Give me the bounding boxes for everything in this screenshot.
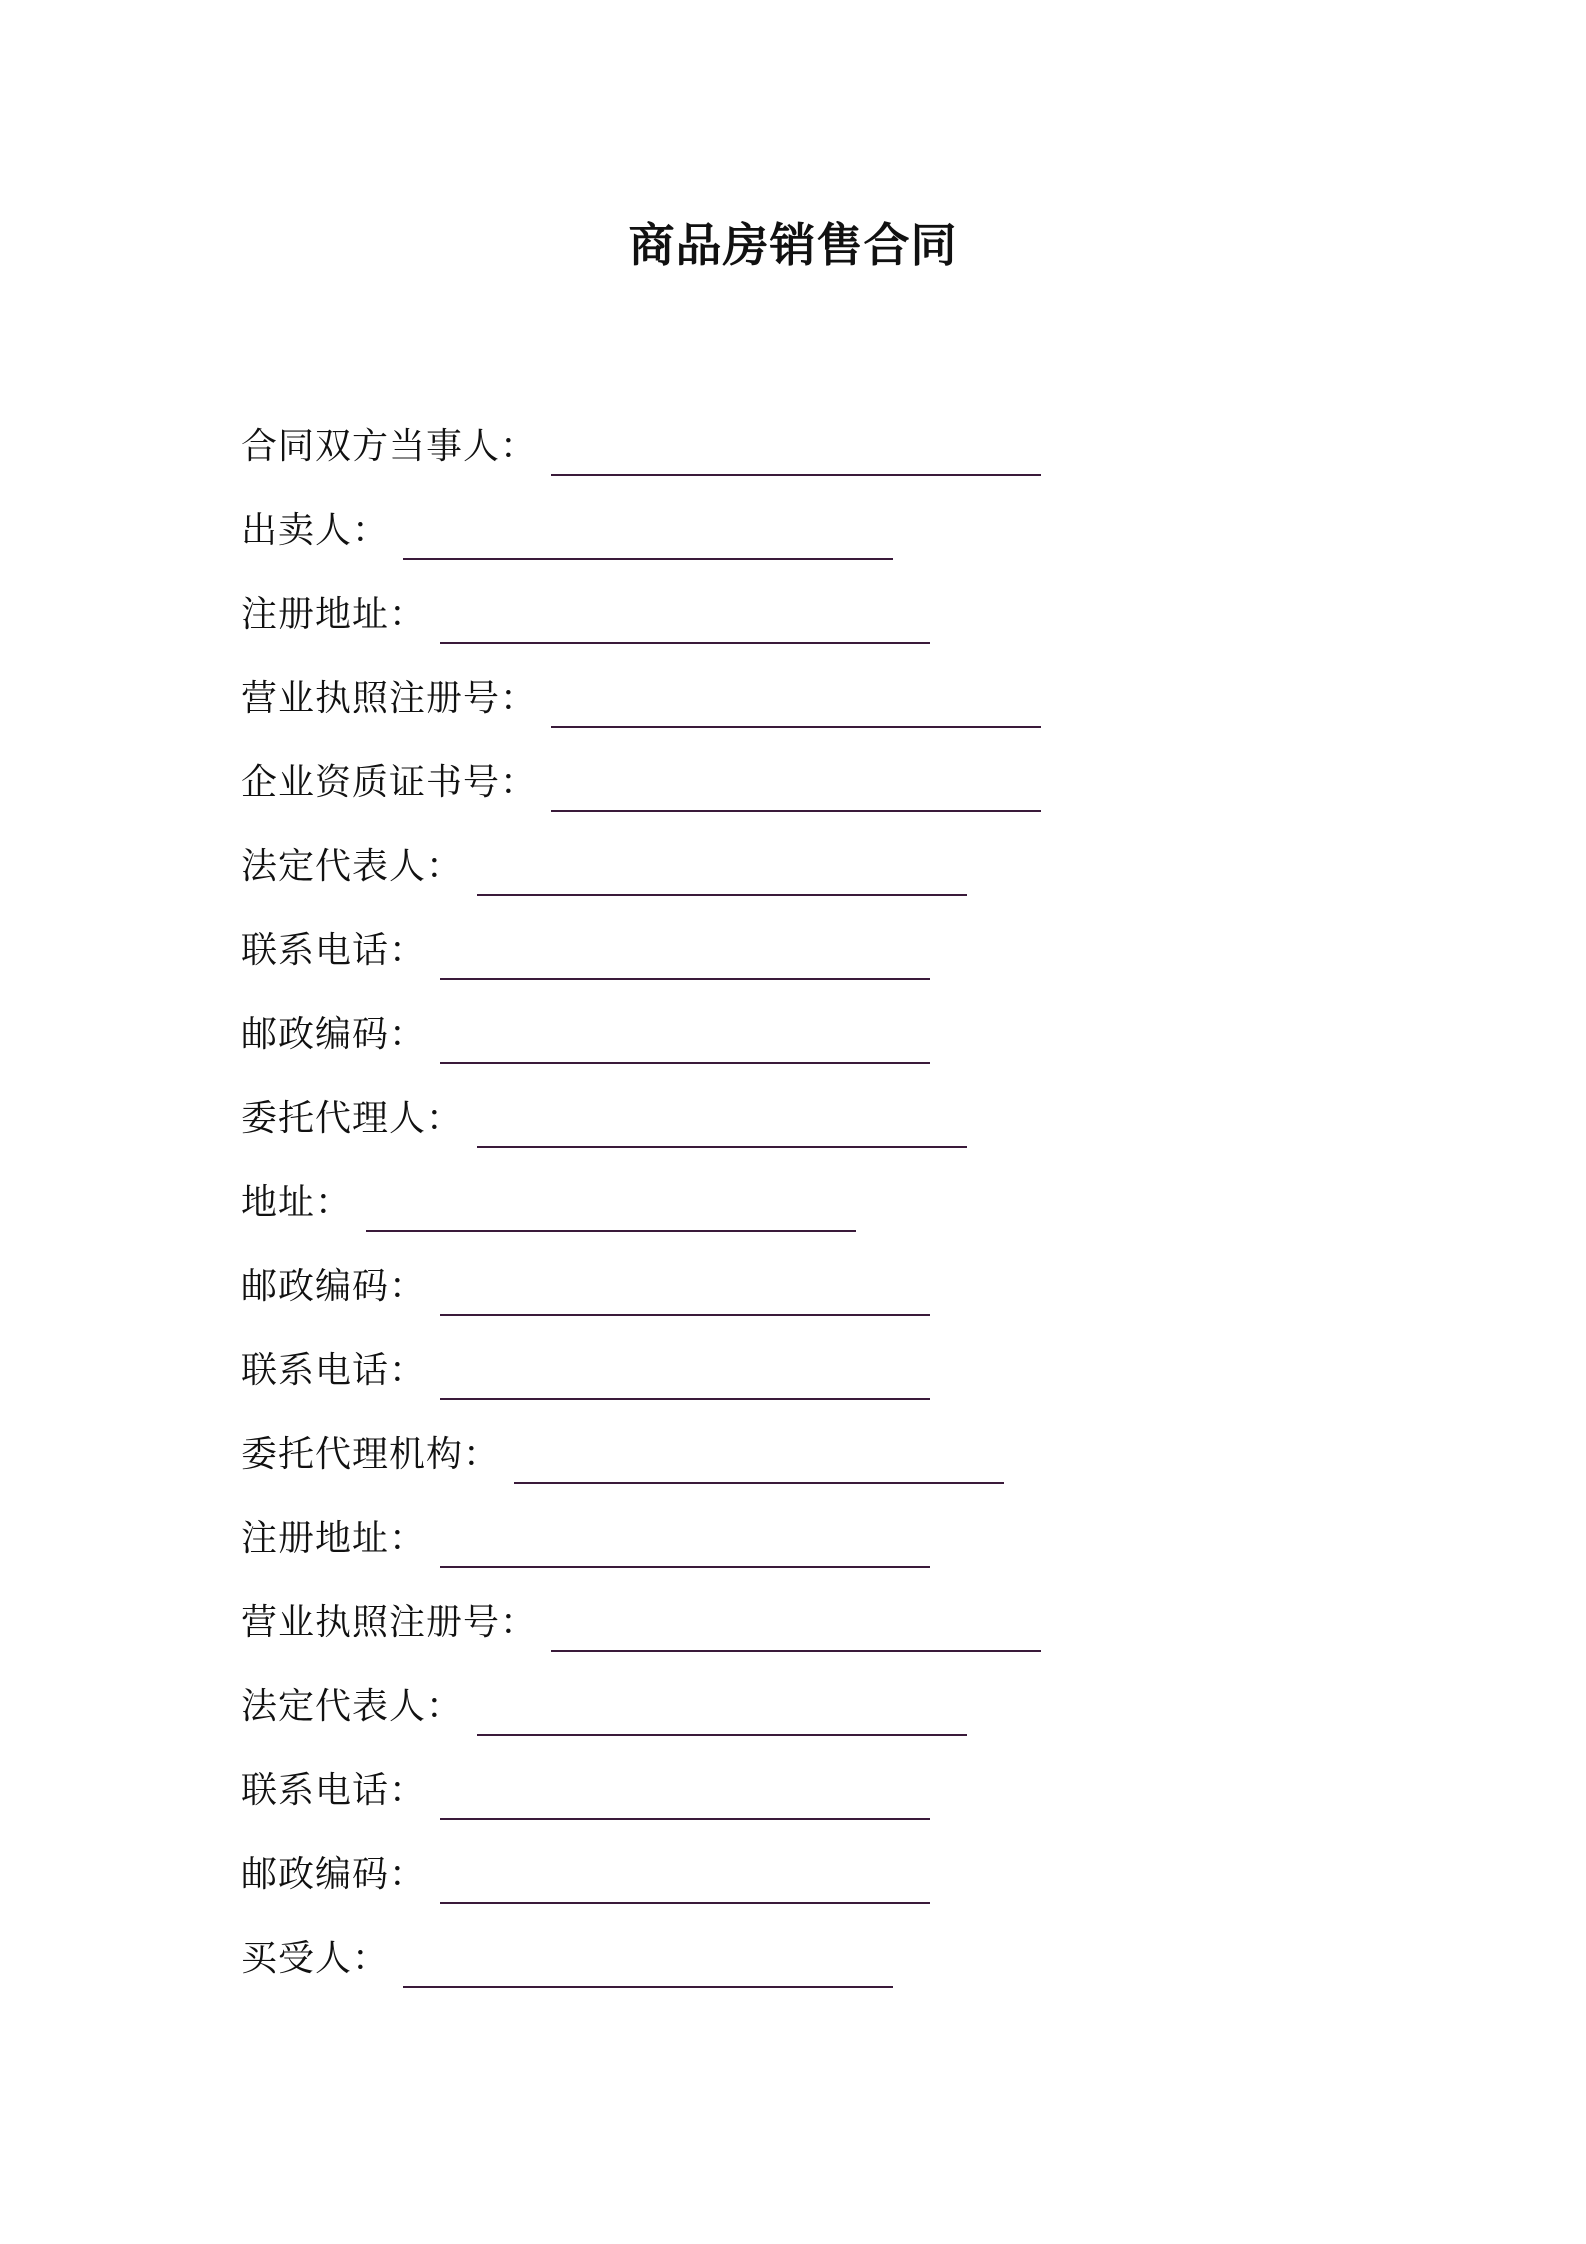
fill-in-blank[interactable]	[551, 766, 1041, 812]
field-row	[241, 1077, 1441, 1161]
fill-in-blank[interactable]	[440, 598, 930, 644]
fill-in-blank[interactable]	[514, 1438, 1004, 1484]
field-row	[241, 405, 1441, 489]
fill-in-blank[interactable]	[477, 1102, 967, 1148]
fill-in-blank[interactable]	[551, 1606, 1041, 1652]
fill-in-blank[interactable]	[440, 1858, 930, 1904]
field-label: 地址：	[241, 1182, 353, 1223]
fill-in-blank[interactable]	[440, 1270, 930, 1316]
fill-in-blank[interactable]	[440, 1522, 930, 1568]
field-label: 营业执照注册号：	[241, 1602, 538, 1643]
field-label: 联系电话：	[241, 930, 427, 971]
field-row	[241, 741, 1441, 825]
field-label: 合同双方当事人：	[241, 426, 538, 467]
field-label: 联系电话：	[241, 1770, 427, 1811]
fill-in-blank[interactable]	[440, 1354, 930, 1400]
field-label: 邮政编码：	[241, 1266, 427, 1307]
field-row	[241, 1917, 1441, 2001]
field-row	[241, 1161, 1441, 1245]
field-row	[241, 1245, 1441, 1329]
field-row	[241, 909, 1441, 993]
field-label: 邮政编码：	[241, 1854, 427, 1895]
field-row	[241, 657, 1441, 741]
fill-in-blank[interactable]	[440, 1774, 930, 1820]
page-title: 商品房销售合同	[628, 218, 958, 272]
fill-in-blank[interactable]	[366, 1186, 856, 1232]
field-label: 邮政编码：	[241, 1014, 427, 1055]
fill-in-blank[interactable]	[403, 514, 893, 560]
field-label: 委托代理人：	[241, 1098, 464, 1139]
field-row	[241, 1833, 1441, 1917]
field-row	[241, 489, 1441, 573]
field-label: 企业资质证书号：	[241, 762, 538, 803]
field-row	[241, 1413, 1441, 1497]
fill-in-blank[interactable]	[551, 682, 1041, 728]
field-row	[241, 1749, 1441, 1833]
field-row	[241, 1665, 1441, 1749]
field-label: 委托代理机构：	[241, 1434, 501, 1475]
fill-in-blank[interactable]	[440, 1018, 930, 1064]
fill-in-blank[interactable]	[440, 934, 930, 980]
field-label: 营业执照注册号：	[241, 678, 538, 719]
field-label: 法定代表人：	[241, 1686, 464, 1727]
field-label: 联系电话：	[241, 1350, 427, 1391]
field-row	[241, 1497, 1441, 1581]
field-row	[241, 825, 1441, 909]
field-label: 出卖人：	[241, 510, 390, 551]
field-row	[241, 573, 1441, 657]
field-label: 法定代表人：	[241, 846, 464, 887]
fill-in-blank[interactable]	[551, 430, 1041, 476]
field-row	[241, 993, 1441, 1077]
field-row	[241, 1581, 1441, 1665]
field-label: 注册地址：	[241, 594, 427, 635]
fill-in-blank[interactable]	[477, 850, 967, 896]
fill-in-blank[interactable]	[477, 1690, 967, 1736]
field-label: 注册地址：	[241, 1518, 427, 1559]
field-row	[241, 1329, 1441, 1413]
contract-party-fields	[241, 405, 1441, 2001]
fill-in-blank[interactable]	[403, 1942, 893, 1988]
field-label: 买受人：	[241, 1938, 390, 1979]
